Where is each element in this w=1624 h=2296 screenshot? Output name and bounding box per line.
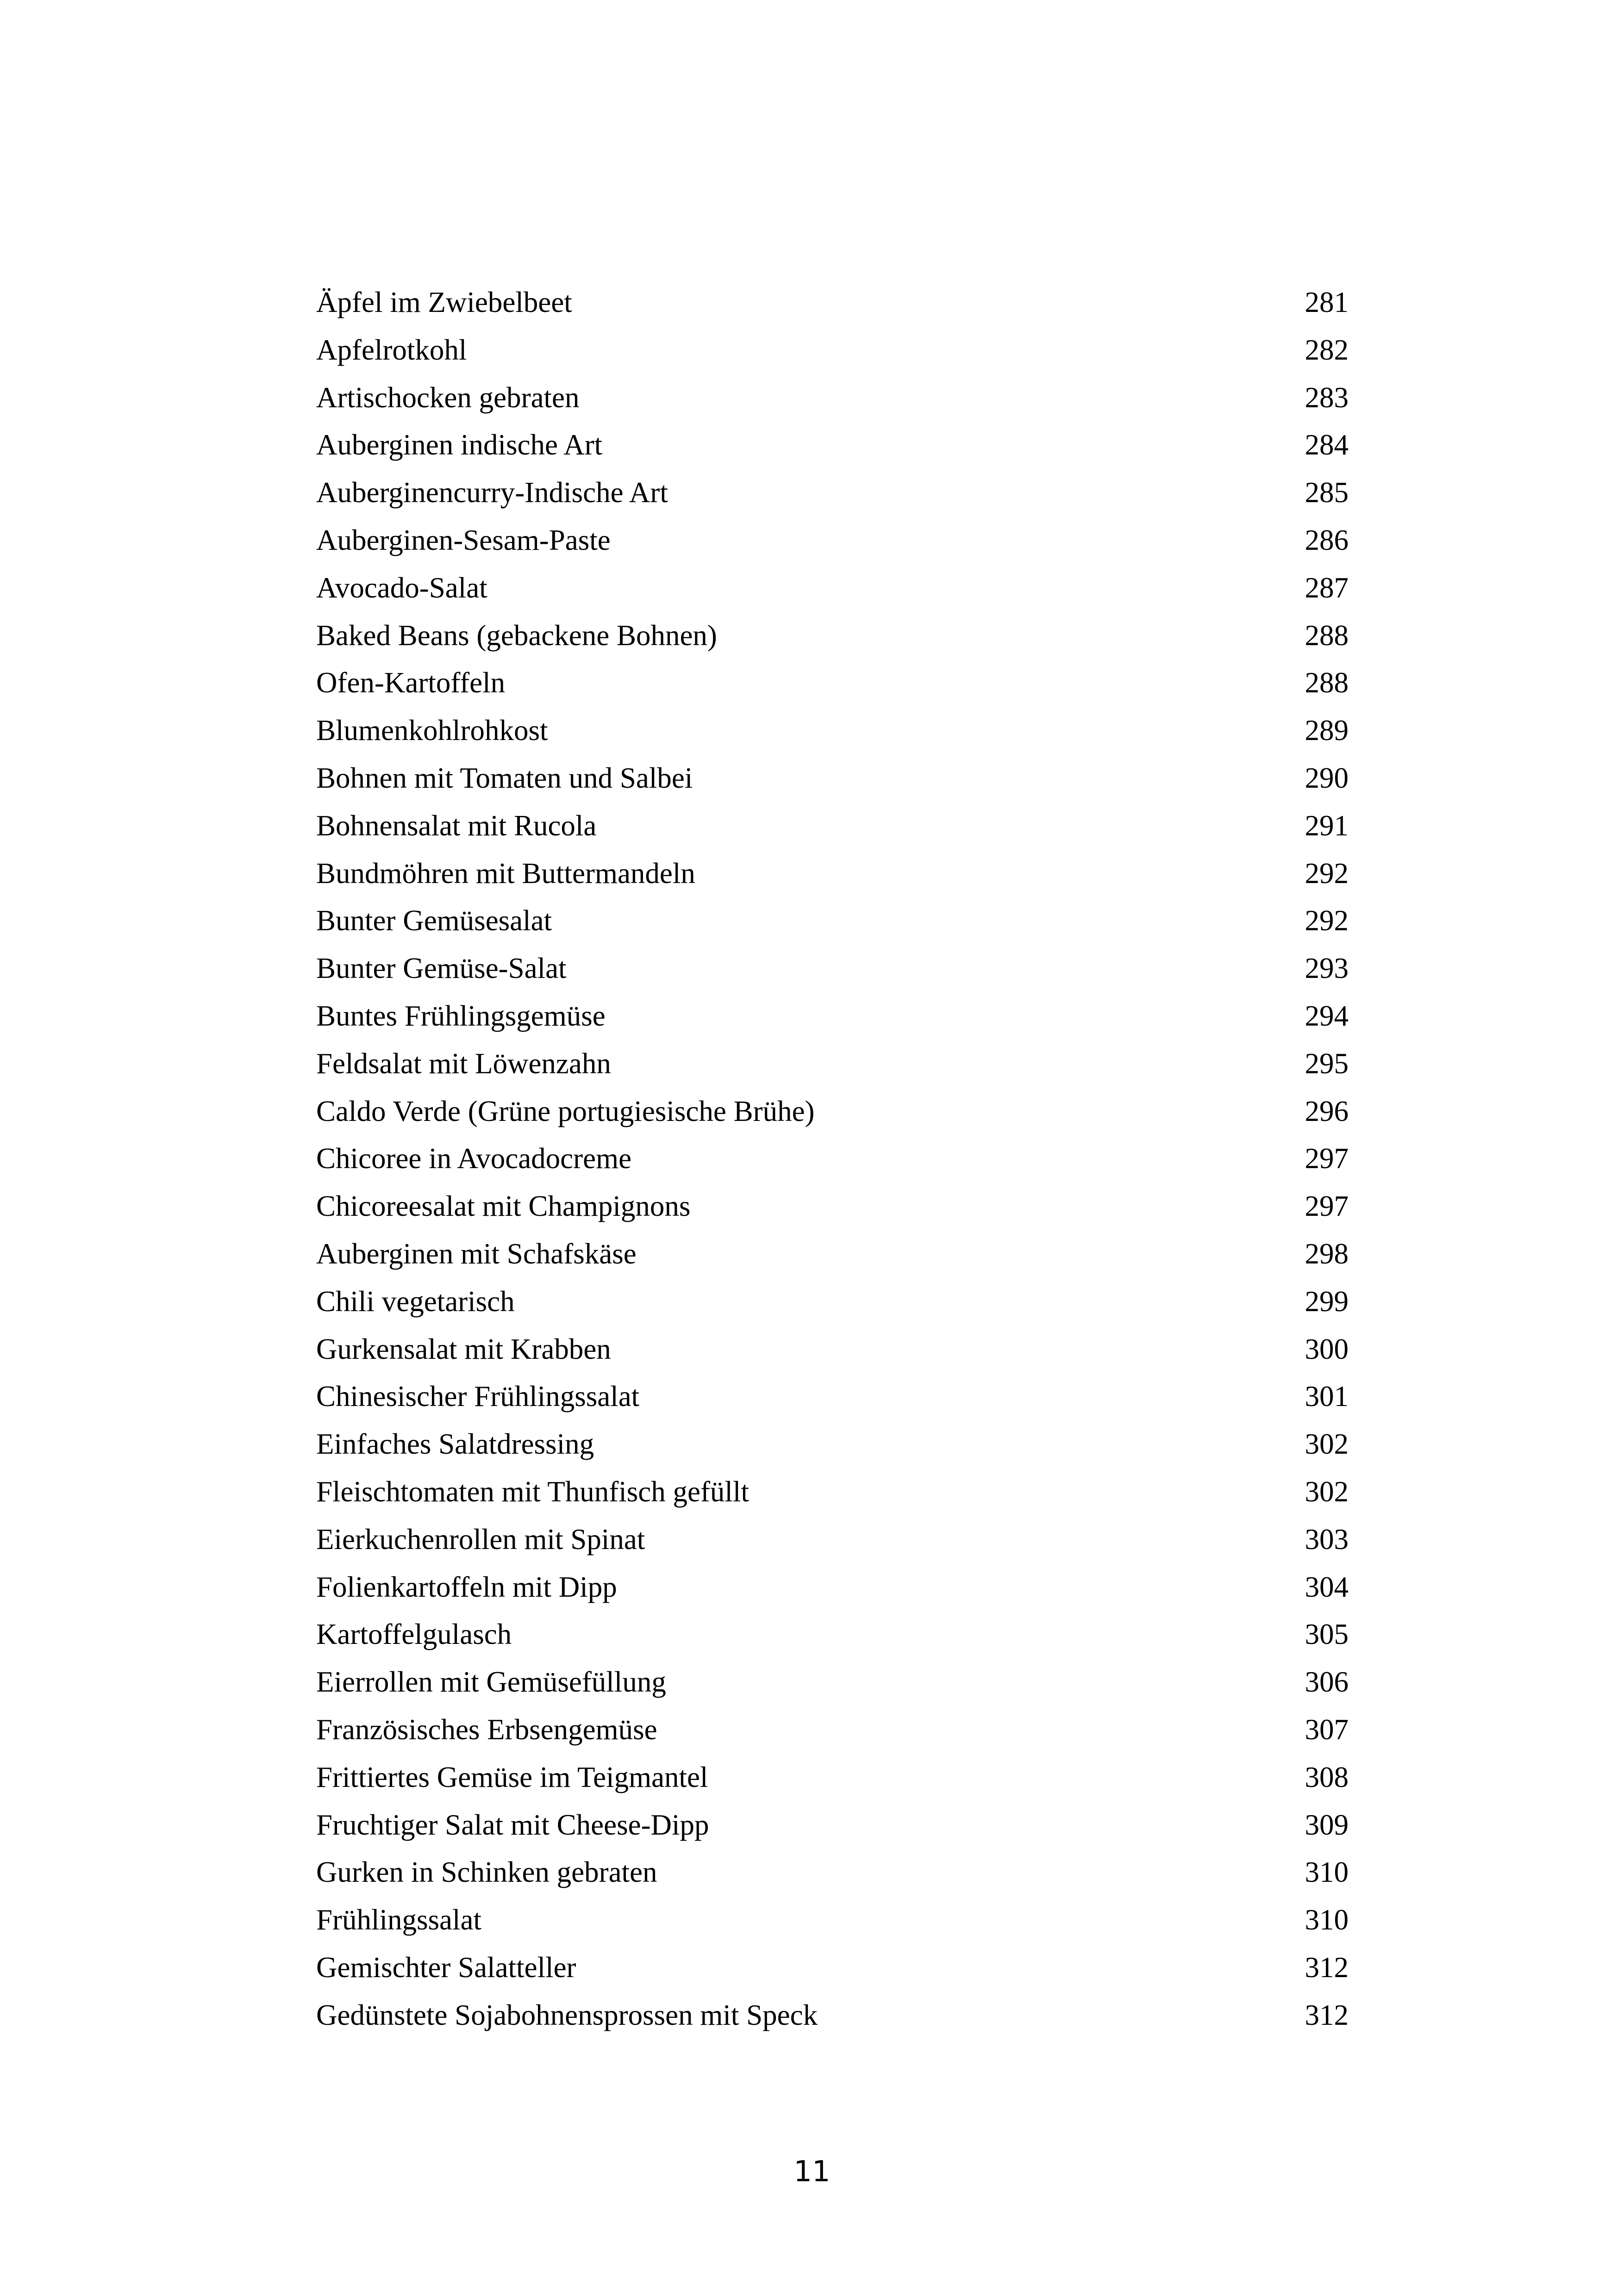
toc-entry-title: Frühlingssalat	[316, 1904, 481, 1936]
toc-entry-title: Artischocken gebraten	[316, 381, 580, 414]
toc-entry-title: Bohnensalat mit Rucola	[316, 809, 597, 842]
toc-entry-title: Ofen-Kartoffeln	[316, 666, 506, 699]
toc-entry	[316, 1187, 1349, 1235]
toc-entry-title: Äpfel im Zwiebelbeet	[316, 286, 572, 318]
toc-entry-page: 297	[1305, 1142, 1349, 1175]
toc-entry-title: Auberginen mit Schafskäse	[316, 1237, 637, 1270]
toc-entry-title: Chili vegetarisch	[316, 1285, 515, 1318]
toc-entry-title: Auberginen indische Art	[316, 429, 603, 461]
toc-entry-page: 281	[1305, 286, 1349, 318]
toc-entry-title: Gemischter Salatteller	[316, 1951, 576, 1984]
toc-entry-page: 292	[1305, 904, 1349, 937]
toc-entry-page: 282	[1305, 333, 1349, 366]
toc-entry	[316, 569, 1349, 616]
toc-entry-page: 296	[1305, 1095, 1349, 1127]
toc-entry-title: Frittiertes Gemüse im Teigmantel	[316, 1761, 708, 1793]
toc-entry-page: 288	[1305, 619, 1349, 652]
toc-entry	[316, 997, 1349, 1045]
toc-entry	[316, 1853, 1349, 1901]
toc-entry-page: 310	[1305, 1904, 1349, 1936]
toc-entry-page: 303	[1305, 1523, 1349, 1556]
toc-entry-page: 304	[1305, 1570, 1349, 1603]
toc-entry-page: 310	[1305, 1856, 1349, 1889]
toc-entry-page: 302	[1305, 1475, 1349, 1508]
toc-entry	[316, 1045, 1349, 1092]
toc-entry-title: Avocado-Salat	[316, 571, 487, 604]
toc-entry	[316, 1758, 1349, 1806]
toc-entry-page: 294	[1305, 999, 1349, 1032]
toc-entry-title: Blumenkohlrohkost	[316, 714, 548, 747]
toc-entry-page: 308	[1305, 1761, 1349, 1793]
toc-entry-title: Chicoree in Avocadocreme	[316, 1142, 632, 1175]
toc-entry-page: 295	[1305, 1047, 1349, 1080]
toc-entry-title: Bundmöhren mit Buttermandeln	[316, 857, 695, 890]
toc-entry-page: 293	[1305, 952, 1349, 985]
toc-entry	[316, 759, 1349, 807]
toc-entry-page: 306	[1305, 1666, 1349, 1699]
toc-entry-page: 299	[1305, 1285, 1349, 1318]
toc-entry	[316, 1092, 1349, 1140]
toc-entry	[316, 807, 1349, 854]
toc-entry-page: 309	[1305, 1808, 1349, 1841]
toc-entry-title: Chicoreesalat mit Champignons	[316, 1190, 691, 1223]
toc-entry-title: Fleischtomaten mit Thunfisch gefüllt	[316, 1475, 749, 1508]
toc-entry	[316, 902, 1349, 949]
toc-entry	[316, 1473, 1349, 1520]
toc-entry-title: Bunter Gemüsesalat	[316, 904, 552, 937]
toc-entry-page: 291	[1305, 809, 1349, 842]
toc-entry-title: Einfaches Salatdressing	[316, 1428, 594, 1461]
toc-entry-page: 290	[1305, 761, 1349, 794]
toc-entry-title: Gurken in Schinken gebraten	[316, 1856, 657, 1889]
toc-entry	[316, 1520, 1349, 1568]
table-of-contents	[316, 283, 1349, 2043]
toc-entry	[316, 1377, 1349, 1425]
toc-entry-page: 288	[1305, 666, 1349, 699]
toc-entry-title: Eierrollen mit Gemüsefüllung	[316, 1666, 666, 1699]
toc-entry	[316, 1711, 1349, 1758]
toc-entry	[316, 1425, 1349, 1473]
toc-entry-title: Baked Beans (gebackene Bohnen)	[316, 619, 717, 652]
toc-entry-page: 301	[1305, 1380, 1349, 1413]
toc-entry-title: Apfelrotkohl	[316, 333, 467, 366]
toc-entry-page: 298	[1305, 1237, 1349, 1270]
toc-entry-title: Gedünstete Sojabohnensprossen mit Speck	[316, 1998, 818, 2031]
toc-entry-page: 302	[1305, 1428, 1349, 1461]
toc-entry	[316, 1139, 1349, 1187]
toc-entry	[316, 1663, 1349, 1711]
toc-entry	[316, 1806, 1349, 1854]
toc-entry-title: Kartoffelgulasch	[316, 1618, 512, 1651]
toc-entry	[316, 664, 1349, 711]
toc-entry-title: Caldo Verde (Grüne portugiesische Brühe)	[316, 1095, 815, 1127]
toc-entry	[316, 1615, 1349, 1663]
toc-entry-page: 300	[1305, 1332, 1349, 1365]
toc-entry-page: 307	[1305, 1713, 1349, 1746]
toc-entry-title: Gurkensalat mit Krabben	[316, 1332, 611, 1365]
toc-entry-page: 312	[1305, 1951, 1349, 1984]
toc-entry-title: Französisches Erbsengemüse	[316, 1713, 657, 1746]
toc-entry	[316, 1901, 1349, 1948]
toc-entry-title: Auberginencurry-Indische Art	[316, 476, 668, 509]
toc-entry-title: Feldsalat mit Löwenzahn	[316, 1047, 611, 1080]
toc-entry-page: 283	[1305, 381, 1349, 414]
toc-entry-title: Buntes Frühlingsgemüse	[316, 999, 606, 1032]
toc-entry-page: 305	[1305, 1618, 1349, 1651]
toc-entry	[316, 283, 1349, 331]
toc-entry-page: 287	[1305, 571, 1349, 604]
toc-entry-page: 284	[1305, 429, 1349, 461]
toc-entry-title: Bunter Gemüse-Salat	[316, 952, 567, 985]
toc-entry-page: 286	[1305, 523, 1349, 556]
toc-entry	[316, 1948, 1349, 1996]
toc-entry-page: 297	[1305, 1190, 1349, 1223]
toc-entry	[316, 854, 1349, 902]
toc-entry	[316, 1235, 1349, 1282]
toc-entry	[316, 379, 1349, 426]
toc-entry-title: Folienkartoffeln mit Dipp	[316, 1570, 617, 1603]
toc-entry	[316, 616, 1349, 664]
toc-entry	[316, 1282, 1349, 1330]
toc-entry	[316, 521, 1349, 569]
toc-entry	[316, 473, 1349, 521]
toc-entry	[316, 949, 1349, 997]
toc-entry-title: Auberginen-Sesam-Paste	[316, 523, 611, 556]
toc-entry-title: Bohnen mit Tomaten und Salbei	[316, 761, 693, 794]
page-number: 11	[793, 2154, 831, 2188]
toc-entry-page: 289	[1305, 714, 1349, 747]
toc-entry	[316, 1330, 1349, 1378]
toc-entry	[316, 1996, 1349, 2044]
toc-entry-title: Eierkuchenrollen mit Spinat	[316, 1523, 645, 1556]
toc-entry	[316, 331, 1349, 379]
toc-entry-page: 292	[1305, 857, 1349, 890]
toc-entry-page: 312	[1305, 1998, 1349, 2031]
toc-entry	[316, 426, 1349, 473]
toc-entry-title: Fruchtiger Salat mit Cheese-Dipp	[316, 1808, 709, 1841]
toc-entry-title: Chinesischer Frühlingssalat	[316, 1380, 640, 1413]
toc-entry	[316, 1568, 1349, 1616]
toc-entry-page: 285	[1305, 476, 1349, 509]
toc-entry	[316, 711, 1349, 759]
